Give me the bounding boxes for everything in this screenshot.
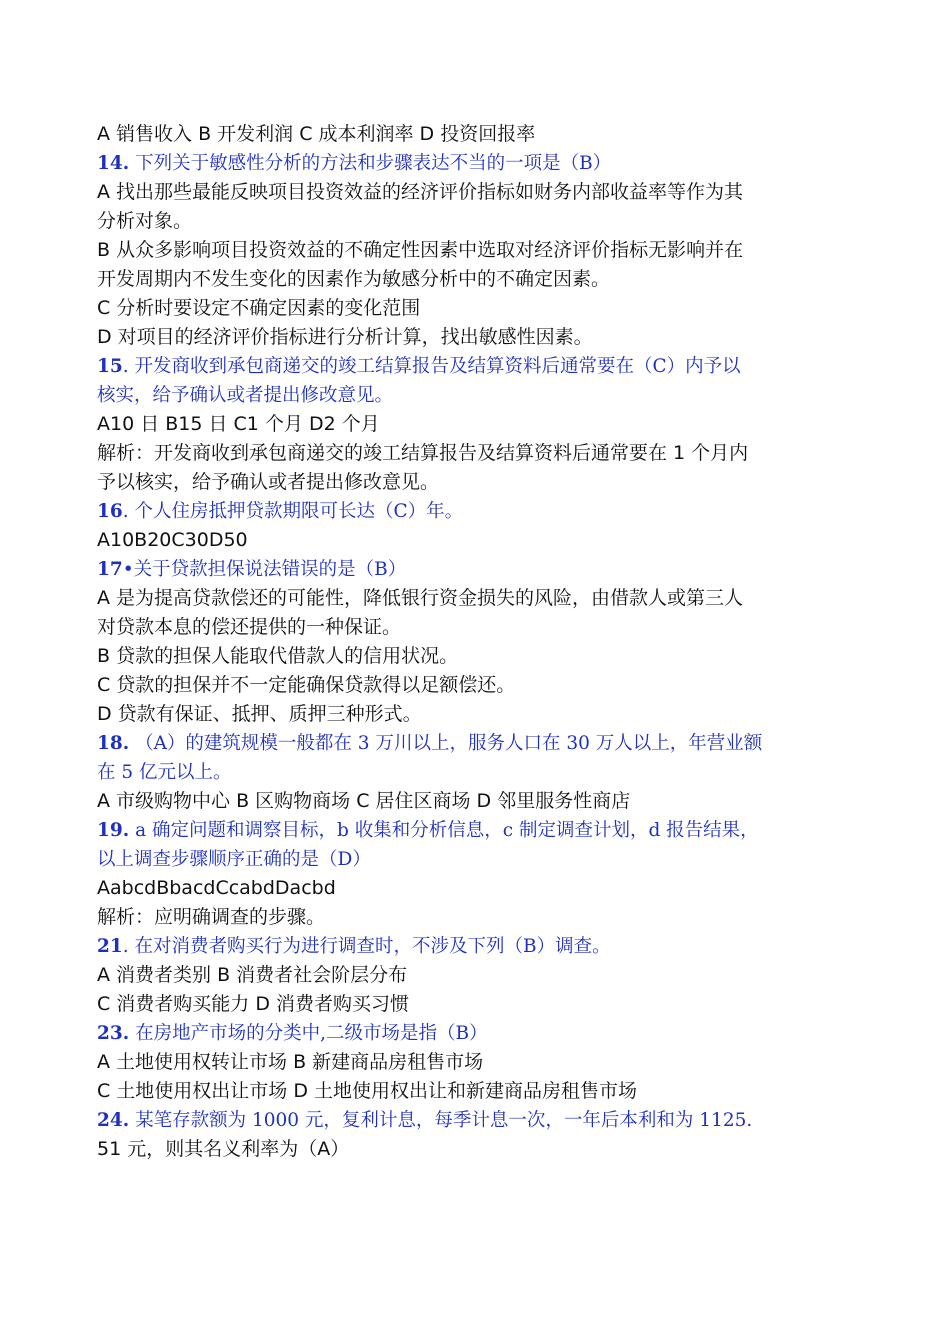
question-text: 在 5 亿元以上。 xyxy=(97,762,232,783)
text-line: 解析：应明确调查的步骤。 xyxy=(97,906,326,928)
text-line: C 贷款的担保并不一定能确保贷款得以足额偿还。 xyxy=(97,674,516,696)
text-line: A 销售收入 B 开发利润 C 成本利润率 D 投资回报率 xyxy=(97,123,536,145)
question-number: 16 xyxy=(97,501,123,522)
text-line: B 贷款的担保人能取代借款人的信用状况。 xyxy=(97,645,459,667)
question-number: 24. xyxy=(97,1110,130,1131)
question-line xyxy=(97,932,862,961)
text-line: 对贷款本息的偿还提供的一种保证。 xyxy=(97,616,402,638)
question-line xyxy=(97,758,862,787)
question-number: 14. xyxy=(97,153,130,174)
question-text: 某笔存款额为 1000 元，复利计息，每季计息一次，一年后本利和为 1125. xyxy=(129,1110,753,1131)
text-line: C 分析时要设定不确定因素的变化范围 xyxy=(97,297,421,319)
text-line: A 土地使用权转让市场 B 新建商品房租售市场 xyxy=(97,1051,484,1073)
question-text: a 确定问题和调察目标，b 收集和分析信息，c 制定调查计划，d 报告结果， xyxy=(129,820,759,841)
question-text: 核实，给予确认或者提出修改意见。 xyxy=(97,385,394,406)
question-text: （A）的建筑规模一般都在 3 万川以上，服务人口在 30 万人以上，年营业额 xyxy=(129,733,763,754)
text-line: D 贷款有保证、抵押、质押三种形式。 xyxy=(97,703,422,725)
text-line: C 土地使用权出让市场 D 土地使用权出让和新建商品房租售市场 xyxy=(97,1080,638,1102)
question-text: . 个人住房抵押贷款期限可长达（C）年。 xyxy=(122,501,464,522)
question-text: •关于贷款担保说法错误的是（B） xyxy=(122,559,407,580)
question-line xyxy=(97,497,862,526)
text-line: A10B20C30D50 xyxy=(97,529,248,551)
question-number: 19. xyxy=(97,820,130,841)
text-line: A 找出那些最能反映项目投资效益的经济评价指标如财务内部收益率等作为其 xyxy=(97,181,744,203)
text-line: A 消费者类别 B 消费者社会阶层分布 xyxy=(97,964,408,986)
text-line: B 从众多影响项目投资效益的不确定性因素中选取对经济评价指标无影响并在 xyxy=(97,239,744,261)
text-line: C 消费者购买能力 D 消费者购买习惯 xyxy=(97,993,410,1015)
question-text: 在房地产市场的分类中,二级市场是指（B） xyxy=(129,1023,488,1044)
question-text: . 在对消费者购买行为进行调查时，不涉及下列（B）调查。 xyxy=(122,936,611,957)
question-line xyxy=(97,1019,862,1048)
text-line: D 对项目的经济评价指标进行分析计算，找出敏感性因素。 xyxy=(97,326,593,348)
question-line xyxy=(97,816,862,845)
text-line: A10 日 B15 日 C1 个月 D2 个月 xyxy=(97,413,380,435)
question-number: 21 xyxy=(97,936,123,957)
question-line xyxy=(97,1106,862,1135)
question-line xyxy=(97,352,862,381)
text-line: 51 元，则其名义利率为（A） xyxy=(97,1138,350,1160)
text-line: 解析：开发商收到承包商递交的竣工结算报告及结算资料后通常要在 1 个月内 xyxy=(97,442,749,464)
text-line: 开发周期内不发生变化的因素作为敏感分析中的不确定因素。 xyxy=(97,268,611,290)
document-page xyxy=(97,120,862,1164)
text-line: 分析对象。 xyxy=(97,210,193,232)
text-line: 予以核实，给予确认或者提出修改意见。 xyxy=(97,471,440,493)
question-line xyxy=(97,381,862,410)
question-number: 15 xyxy=(97,356,123,377)
question-number: 23. xyxy=(97,1023,130,1044)
question-number: 17 xyxy=(97,559,123,580)
question-text: . 开发商收到承包商递交的竣工结算报告及结算资料后通常要在（C）内予以 xyxy=(122,356,741,377)
text-line: A 是为提高贷款偿还的可能性，降低银行资金损失的风险，由借款人或第三人 xyxy=(97,587,744,609)
text-line: A 市级购物中心 B 区购物商场 C 居住区商场 D 邻里服务性商店 xyxy=(97,790,631,812)
question-line xyxy=(97,729,862,758)
question-text: 以上调查步骤顺序正确的是（D） xyxy=(97,849,371,870)
question-line xyxy=(97,845,862,874)
question-number: 18. xyxy=(97,733,130,754)
question-line xyxy=(97,555,862,584)
text-line: AabcdBbacdCcabdDacbd xyxy=(97,877,336,899)
question-text: 下列关于敏感性分析的方法和步骤表达不当的一项是（B） xyxy=(129,153,612,174)
question-line xyxy=(97,149,862,178)
